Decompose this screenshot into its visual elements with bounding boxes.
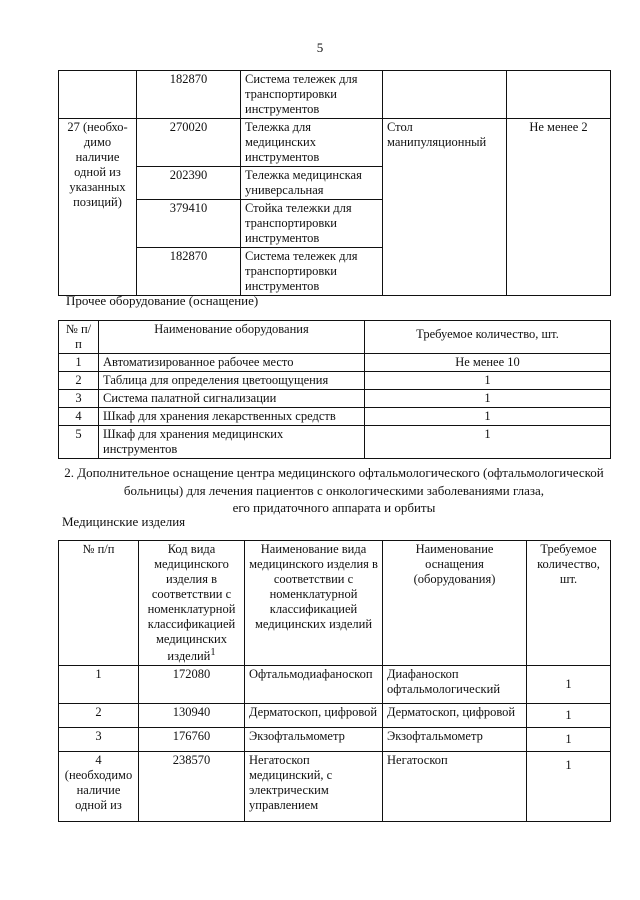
quantity-cell	[507, 71, 611, 119]
header-code-text: Код вида медицинского изделия в соответствии с номенклатурной классификацией медицинских изделий	[147, 542, 236, 664]
header-name: Наименование оборудования	[99, 321, 365, 354]
name-cell: Система тележек для транспортировки инструментов	[241, 248, 383, 296]
name-cell: Тележка для медицинских инструментов	[241, 119, 383, 167]
name-cell: Система тележек для транспортировки инструментов	[241, 71, 383, 119]
header-quantity: Требуемое количество, шт.	[365, 321, 611, 354]
header-number: № п/п	[59, 541, 139, 666]
table-header-row	[59, 541, 611, 666]
name-cell: Шкаф для хранения медицинских инструментов	[99, 426, 365, 459]
page-number: 5	[316, 40, 324, 55]
code-cell: 172080	[139, 666, 245, 704]
row-number: 27 (необхо-димо наличие одной из указанных позиций)	[59, 119, 137, 296]
name-cell: Стойка тележки для транспортировки инструментов	[241, 200, 383, 248]
heading-line: больницы) для лечения пациентов с онкологическими заболеваниями глаза,	[123, 482, 545, 498]
table-row	[59, 704, 611, 728]
quantity-cell: 1	[527, 752, 611, 822]
header-number: № п/п	[59, 321, 99, 354]
code-cell: 130940	[139, 704, 245, 728]
quantity-cell: 1	[365, 390, 611, 408]
section-title-medical-devices: Медицинские изделия	[62, 514, 186, 529]
table-row	[59, 119, 611, 167]
quantity-cell: 1	[365, 372, 611, 390]
table-row	[59, 728, 611, 752]
name-cell: Система палатной сигнализации	[99, 390, 365, 408]
code-cell: 182870	[137, 71, 241, 119]
header-code	[139, 541, 245, 666]
type-name-cell: Экзофтальмометр	[245, 728, 383, 752]
heading-line: его придаточного аппарата и орбиты	[232, 500, 436, 516]
section-title-other-equipment: Прочее оборудование (оснащение)	[66, 293, 259, 308]
header-quantity: Требуемое количество, шт.	[527, 541, 611, 666]
row-number: 4 (необходимо наличие одной из	[59, 752, 139, 822]
quantity-cell: 1	[527, 666, 611, 704]
equipment-cell: Экзофтальмометр	[383, 728, 527, 752]
code-cell: 379410	[137, 200, 241, 248]
equipment-cell: Негатоскоп	[383, 752, 527, 822]
table-header-row	[59, 321, 611, 354]
type-name-cell: Офтальмодиафаноскоп	[245, 666, 383, 704]
name-cell: Тележка медицинская универсальная	[241, 167, 383, 200]
quantity-cell: 1	[527, 704, 611, 728]
type-name-cell: Дерматоскоп, цифровой	[245, 704, 383, 728]
equipment-table-continued	[58, 70, 611, 296]
table-row	[59, 354, 611, 372]
row-number: 3	[59, 728, 139, 752]
row-number: 3	[59, 390, 99, 408]
table-row	[59, 390, 611, 408]
medical-devices-table	[58, 540, 611, 822]
table-row	[59, 752, 611, 822]
name-cell: Шкаф для хранения лекарственных средств	[99, 408, 365, 426]
quantity-cell: Не менее 10	[365, 354, 611, 372]
equipment-cell: Дерматоскоп, цифровой	[383, 704, 527, 728]
row-number: 1	[59, 354, 99, 372]
equipment-cell: Стол манипуляционный	[383, 119, 507, 296]
row-number: 2	[59, 704, 139, 728]
type-name-cell: Негатоскоп медицинский, с электрическим управлением	[245, 752, 383, 822]
quantity-cell: 1	[527, 728, 611, 752]
footnote-marker: 1	[210, 647, 216, 658]
table-row	[59, 426, 611, 459]
header-type-name: Наименование вида медицинского изделия в соответствии с номенклатурной классификацией медицинских изделий	[245, 541, 383, 666]
name-cell: Таблица для определения цветоощущения	[99, 372, 365, 390]
row-number: 4	[59, 408, 99, 426]
row-number	[59, 71, 137, 119]
other-equipment-table	[58, 320, 611, 459]
section-heading-2	[58, 464, 610, 517]
row-number: 2	[59, 372, 99, 390]
quantity-cell: 1	[365, 408, 611, 426]
row-number: 1	[59, 666, 139, 704]
code-cell: 270020	[137, 119, 241, 167]
code-cell: 176760	[139, 728, 245, 752]
quantity-cell: Не менее 2	[507, 119, 611, 296]
equipment-cell	[383, 71, 507, 119]
table-row	[59, 372, 611, 390]
code-cell: 182870	[137, 248, 241, 296]
heading-line: 2. Дополнительное оснащение центра медицинского офтальмологического (офтальмологической	[64, 465, 604, 480]
row-number: 5	[59, 426, 99, 459]
code-cell: 238570	[139, 752, 245, 822]
equipment-cell: Диафаноскоп офтальмологический	[383, 666, 527, 704]
name-cell: Автоматизированное рабочее место	[99, 354, 365, 372]
quantity-cell: 1	[365, 426, 611, 459]
code-cell: 202390	[137, 167, 241, 200]
header-equipment: Наименование оснащения (оборудования)	[383, 541, 527, 666]
table-row	[59, 666, 611, 704]
table-row	[59, 408, 611, 426]
table-row	[59, 71, 611, 119]
